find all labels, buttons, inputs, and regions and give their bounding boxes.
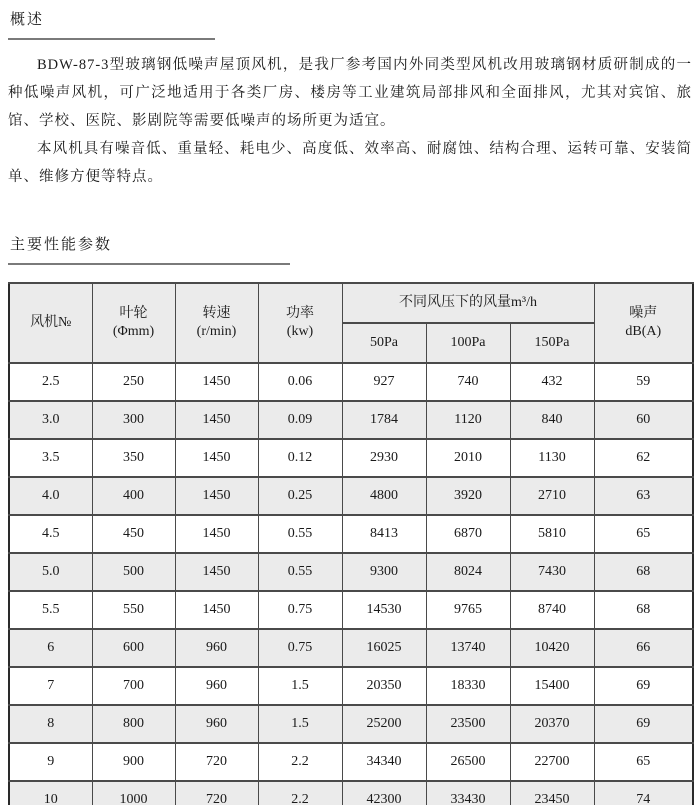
table-cell: 60 bbox=[594, 401, 693, 439]
table-row bbox=[9, 629, 693, 667]
header-impeller bbox=[92, 283, 175, 363]
table-cell: 720 bbox=[175, 781, 258, 805]
header-power-unit: (kw) bbox=[286, 324, 314, 339]
table-cell: 5810 bbox=[510, 515, 594, 553]
table-cell: 33430 bbox=[426, 781, 510, 805]
table-cell: 927 bbox=[342, 363, 426, 401]
overview-body bbox=[8, 51, 692, 191]
performance-table-body bbox=[9, 363, 693, 805]
table-row bbox=[9, 363, 693, 401]
header-power bbox=[258, 283, 342, 363]
header-fan-no bbox=[9, 283, 92, 363]
table-cell: 65 bbox=[594, 515, 693, 553]
table-row bbox=[9, 553, 693, 591]
table-cell: 400 bbox=[92, 477, 175, 515]
table-cell: 1120 bbox=[426, 401, 510, 439]
table-cell: 13740 bbox=[426, 629, 510, 667]
table-cell: 9 bbox=[9, 743, 92, 781]
header-airflow-50pa bbox=[342, 323, 426, 363]
table-cell: 250 bbox=[92, 363, 175, 401]
table-cell: 1450 bbox=[175, 363, 258, 401]
header-airflow-50pa-label: 50Pa bbox=[370, 335, 398, 350]
table-row bbox=[9, 781, 693, 805]
table-cell: 2.2 bbox=[258, 781, 342, 805]
header-speed bbox=[175, 283, 258, 363]
table-cell: 16025 bbox=[342, 629, 426, 667]
table-cell: 0.55 bbox=[258, 553, 342, 591]
table-cell: 600 bbox=[92, 629, 175, 667]
table-row bbox=[9, 705, 693, 743]
table-cell: 1450 bbox=[175, 477, 258, 515]
table-cell: 500 bbox=[92, 553, 175, 591]
table-cell: 1450 bbox=[175, 591, 258, 629]
table-cell: 20370 bbox=[510, 705, 594, 743]
table-cell: 0.25 bbox=[258, 477, 342, 515]
table-cell: 1450 bbox=[175, 553, 258, 591]
table-cell: 6870 bbox=[426, 515, 510, 553]
table-cell: 42300 bbox=[342, 781, 426, 805]
header-impeller-label: 叶轮 bbox=[119, 306, 148, 321]
header-power-label: 功率 bbox=[286, 306, 314, 321]
table-cell: 1450 bbox=[175, 439, 258, 477]
table-cell: 0.75 bbox=[258, 591, 342, 629]
table-cell: 7430 bbox=[510, 553, 594, 591]
table-cell: 0.06 bbox=[258, 363, 342, 401]
table-row bbox=[9, 743, 693, 781]
table-cell: 4800 bbox=[342, 477, 426, 515]
table-row bbox=[9, 591, 693, 629]
table-cell: 0.12 bbox=[258, 439, 342, 477]
table-cell: 1.5 bbox=[258, 667, 342, 705]
table-cell: 14530 bbox=[342, 591, 426, 629]
table-cell: 10 bbox=[9, 781, 92, 805]
table-cell: 68 bbox=[594, 553, 693, 591]
table-cell: 2710 bbox=[510, 477, 594, 515]
table-cell: 69 bbox=[594, 667, 693, 705]
performance-params-heading: 主要性能参数 bbox=[8, 233, 290, 265]
table-cell: 3.5 bbox=[9, 439, 92, 477]
table-cell: 300 bbox=[92, 401, 175, 439]
table-cell: 3920 bbox=[426, 477, 510, 515]
table-cell: 68 bbox=[594, 591, 693, 629]
table-cell: 9765 bbox=[426, 591, 510, 629]
table-cell: 6 bbox=[9, 629, 92, 667]
overview-paragraph-2: 本风机具有噪音低、重量轻、耗电少、高度低、效率高、耐腐蚀、结构合理、运转可靠、安装简单、维修方便等特点。 bbox=[8, 141, 692, 185]
overview-heading: 概述 bbox=[8, 8, 215, 40]
table-cell: 1130 bbox=[510, 439, 594, 477]
table-cell: 20350 bbox=[342, 667, 426, 705]
table-cell: 1450 bbox=[175, 515, 258, 553]
performance-table-header bbox=[9, 283, 693, 363]
table-cell: 0.75 bbox=[258, 629, 342, 667]
table-cell: 550 bbox=[92, 591, 175, 629]
table-cell: 18330 bbox=[426, 667, 510, 705]
table-cell: 8 bbox=[9, 705, 92, 743]
table-cell: 66 bbox=[594, 629, 693, 667]
table-cell: 350 bbox=[92, 439, 175, 477]
table-cell: 25200 bbox=[342, 705, 426, 743]
table-cell: 8413 bbox=[342, 515, 426, 553]
table-cell: 960 bbox=[175, 667, 258, 705]
header-speed-unit: (r/min) bbox=[196, 324, 237, 339]
table-cell: 960 bbox=[175, 629, 258, 667]
table-cell: 63 bbox=[594, 477, 693, 515]
table-cell: 5.5 bbox=[9, 591, 92, 629]
table-cell: 4.5 bbox=[9, 515, 92, 553]
table-cell: 740 bbox=[426, 363, 510, 401]
table-cell: 432 bbox=[510, 363, 594, 401]
table-cell: 4.0 bbox=[9, 477, 92, 515]
header-airflow-100pa bbox=[426, 323, 510, 363]
table-cell: 8740 bbox=[510, 591, 594, 629]
header-fan-no-label: 风机№ bbox=[30, 315, 72, 330]
table-cell: 62 bbox=[594, 439, 693, 477]
table-cell: 900 bbox=[92, 743, 175, 781]
table-cell: 10420 bbox=[510, 629, 594, 667]
header-noise bbox=[594, 283, 693, 363]
header-airflow-group bbox=[342, 283, 594, 323]
header-airflow-150pa-label: 150Pa bbox=[534, 335, 570, 350]
table-cell: 9300 bbox=[342, 553, 426, 591]
table-row bbox=[9, 477, 693, 515]
table-cell: 960 bbox=[175, 705, 258, 743]
header-airflow-group-label: 不同风压下的风量m³/h bbox=[399, 295, 537, 310]
table-cell: 3.0 bbox=[9, 401, 92, 439]
table-cell: 720 bbox=[175, 743, 258, 781]
table-cell: 1450 bbox=[175, 401, 258, 439]
table-cell: 800 bbox=[92, 705, 175, 743]
table-cell: 450 bbox=[92, 515, 175, 553]
table-cell: 1000 bbox=[92, 781, 175, 805]
header-airflow-100pa-label: 100Pa bbox=[450, 335, 486, 350]
header-noise-unit: dB(A) bbox=[625, 324, 662, 339]
table-cell: 2.5 bbox=[9, 363, 92, 401]
table-cell: 0.09 bbox=[258, 401, 342, 439]
table-cell: 74 bbox=[594, 781, 693, 805]
performance-table bbox=[8, 282, 694, 805]
table-cell: 7 bbox=[9, 667, 92, 705]
overview-paragraph-1: BDW-87-3型玻璃钢低噪声屋顶风机，是我厂参考国内外同类型风机改用玻璃钢材质研制成的一种低噪声风机，可广泛地适用于各类厂房、楼房等工业建筑局部排风和全面排风，尤其对宾馆、旅馆、学校、医院、影剧院等需要低噪声的场所更为适宜。 bbox=[8, 57, 692, 129]
table-cell: 69 bbox=[594, 705, 693, 743]
table-cell: 8024 bbox=[426, 553, 510, 591]
table-cell: 34340 bbox=[342, 743, 426, 781]
table-cell: 59 bbox=[594, 363, 693, 401]
table-cell: 2930 bbox=[342, 439, 426, 477]
table-cell: 22700 bbox=[510, 743, 594, 781]
table-cell: 840 bbox=[510, 401, 594, 439]
table-cell: 1.5 bbox=[258, 705, 342, 743]
header-speed-label: 转速 bbox=[202, 306, 231, 321]
table-cell: 2.2 bbox=[258, 743, 342, 781]
header-impeller-unit: (Φmm) bbox=[112, 324, 155, 339]
table-cell: 65 bbox=[594, 743, 693, 781]
header-noise-label: 噪声 bbox=[629, 306, 658, 321]
table-cell: 5.0 bbox=[9, 553, 92, 591]
table-row bbox=[9, 515, 693, 553]
table-cell: 26500 bbox=[426, 743, 510, 781]
table-cell: 23500 bbox=[426, 705, 510, 743]
table-cell: 0.55 bbox=[258, 515, 342, 553]
table-cell: 1784 bbox=[342, 401, 426, 439]
table-cell: 700 bbox=[92, 667, 175, 705]
table-cell: 15400 bbox=[510, 667, 594, 705]
table-row bbox=[9, 401, 693, 439]
header-airflow-150pa bbox=[510, 323, 594, 363]
table-row bbox=[9, 439, 693, 477]
table-cell: 2010 bbox=[426, 439, 510, 477]
table-row bbox=[9, 667, 693, 705]
table-cell: 23450 bbox=[510, 781, 594, 805]
